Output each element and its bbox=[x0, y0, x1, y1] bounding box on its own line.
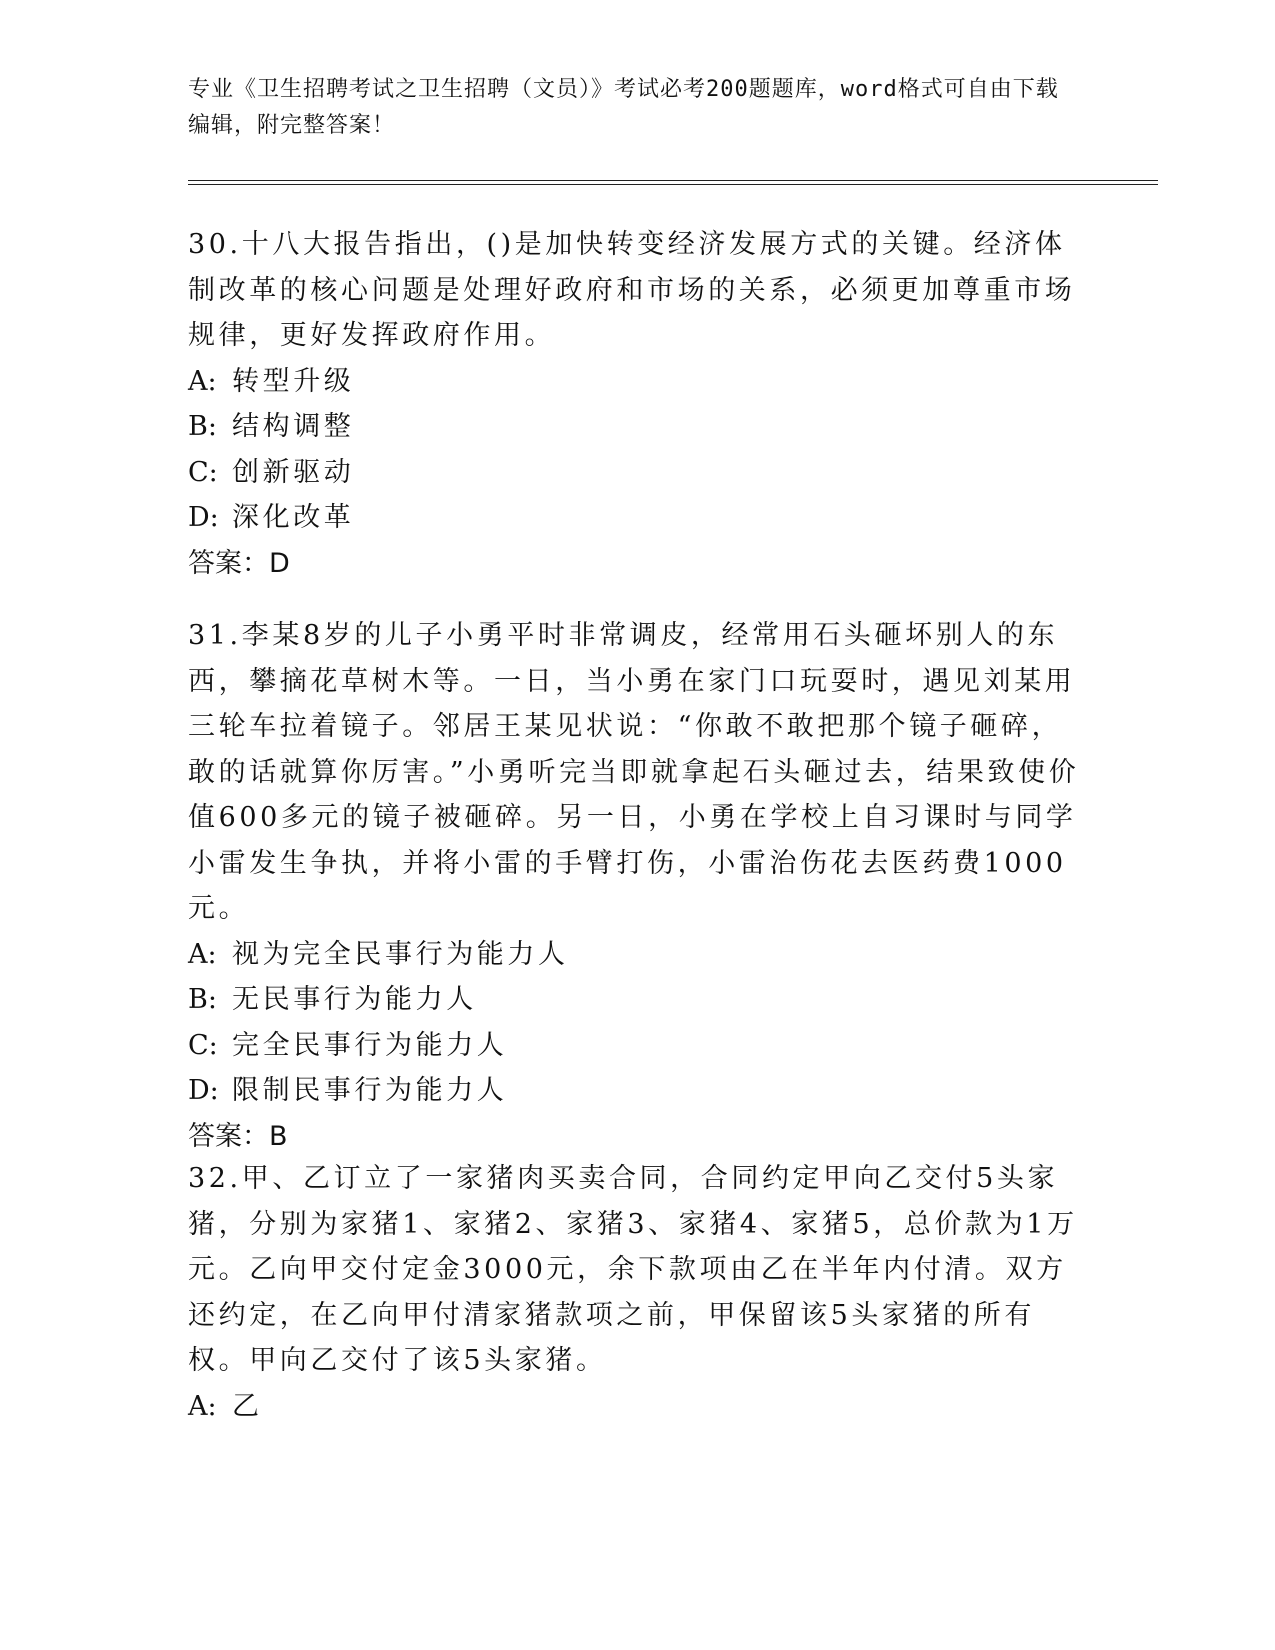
option-b bbox=[188, 977, 1088, 1023]
option-a bbox=[188, 359, 1088, 405]
answer: 答案：B bbox=[188, 1120, 288, 1152]
option-key: A: bbox=[188, 1390, 217, 1422]
option-d bbox=[188, 1068, 1088, 1114]
option-text: 深化改革 bbox=[232, 502, 355, 533]
option-c bbox=[188, 450, 1088, 496]
option-text: 转型升级 bbox=[232, 365, 355, 397]
header-divider bbox=[188, 180, 1158, 185]
question-32 bbox=[188, 1156, 1088, 1429]
question-31 bbox=[188, 613, 1088, 1159]
option-key: C: bbox=[188, 456, 218, 488]
answer: 答案：D bbox=[188, 547, 290, 579]
option-text: 乙 bbox=[232, 1390, 263, 1422]
option-text: 限制民事行为能力人 bbox=[232, 1075, 508, 1106]
document-header: 专业《卫生招聘考试之卫生招聘（文员）》考试必考200题题库，word格式可自由下载编辑，附完整答案！ bbox=[188, 77, 1059, 138]
question-text: 31.李某8岁的儿子小勇平时非常调皮，经常用石头砸坏别人的东西，攀摘花草树木等。一日，当小勇在家门口玩耍时，遇见刘某用三轮车拉着镜子。邻居王某见状说：“你敢不敢把那个镜子砸碎，敢的话就算你厉害。”小勇听完当即就拿起石头砸过去，结果致使价值600多元的镜子被砸碎。另一日，小勇在学校上自习课时与同学小雷发生争执，并将小雷的手臂打伤，小雷治伤花去医药费1000元。 bbox=[188, 620, 1080, 924]
option-a bbox=[188, 932, 1088, 978]
option-key: C: bbox=[188, 1029, 218, 1061]
question-text: 30.十八大报告指出，()是加快转变经济发展方式的关键。经济体制改革的核心问题是处理好政府和市场的关系，必须更加尊重市场规律，更好发挥政府作用。 bbox=[188, 229, 1076, 351]
question-text: 32.甲、乙订立了一家猪肉买卖合同，合同约定甲向乙交付5头家猪，分别为家猪1、家猪2、家猪3、家猪4、家猪5，总价款为1万元。乙向甲交付定金3000元，余下款项由乙在半年内付清。双方还约定，在乙向甲付清家猪款项之前，甲保留该5头家猪的所有权。甲向乙交付了该5头家猪。 bbox=[188, 1163, 1078, 1376]
option-c bbox=[188, 1023, 1088, 1069]
option-text: 视为完全民事行为能力人 bbox=[232, 938, 569, 970]
option-key: A: bbox=[188, 365, 217, 397]
option-key: D: bbox=[188, 502, 219, 533]
option-key: A: bbox=[188, 938, 217, 970]
option-text: 无民事行为能力人 bbox=[232, 984, 477, 1015]
option-key: B: bbox=[188, 984, 217, 1015]
option-text: 完全民事行为能力人 bbox=[232, 1029, 508, 1061]
option-a bbox=[188, 1384, 1088, 1430]
option-d bbox=[188, 495, 1088, 541]
question-30 bbox=[188, 222, 1088, 586]
option-text: 结构调整 bbox=[232, 411, 355, 442]
option-b bbox=[188, 404, 1088, 450]
option-text: 创新驱动 bbox=[232, 456, 355, 488]
option-key: D: bbox=[188, 1075, 219, 1106]
option-key: B: bbox=[188, 411, 217, 442]
